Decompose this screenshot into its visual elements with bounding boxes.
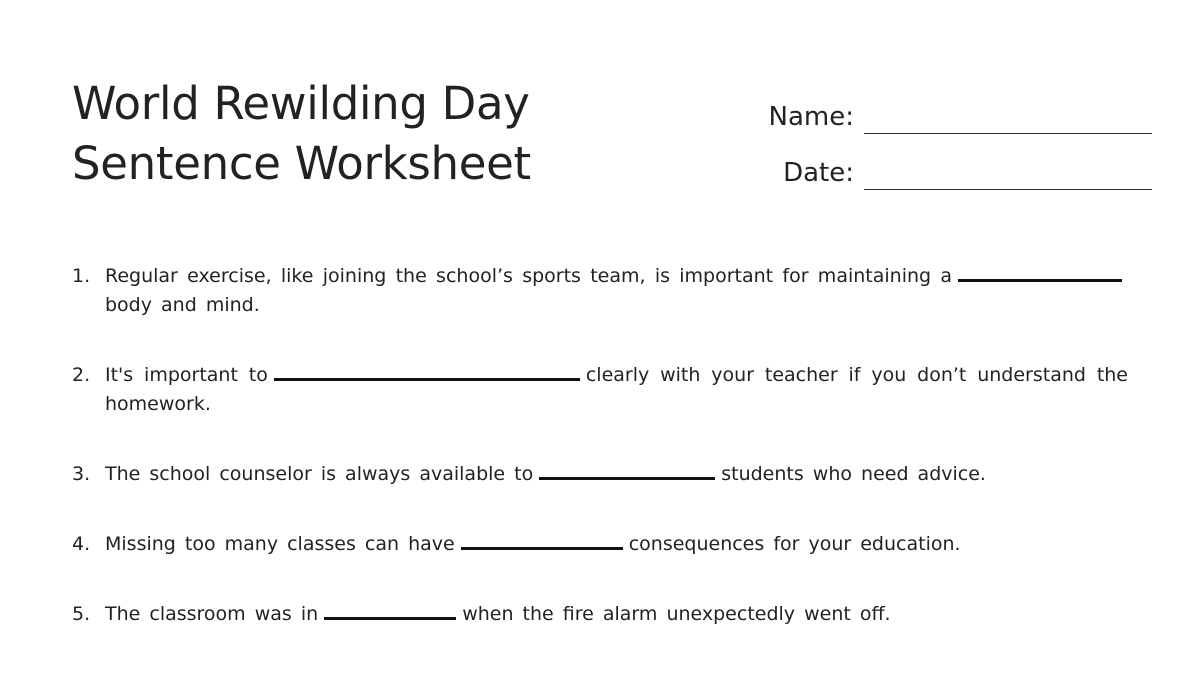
question-number: 4. (72, 533, 91, 555)
question-item (72, 530, 1128, 559)
question-text (105, 460, 1128, 489)
question-text-after: clearly with your teacher if you don’t understand the homework. (105, 364, 1128, 415)
question-text-after: body and mind. (105, 294, 260, 316)
answer-blank[interactable] (324, 603, 456, 620)
question-text-before: The classroom was in (105, 603, 319, 625)
date-row (769, 134, 1152, 190)
question-item (72, 600, 1128, 629)
title-line-2: Sentence Worksheet (72, 137, 531, 190)
question-number: 2. (72, 364, 91, 386)
name-label: Name: (768, 102, 854, 132)
question-number: 1. (72, 265, 91, 287)
question-text (105, 600, 1128, 629)
date-field[interactable] (864, 149, 1152, 190)
title-line-1: World Rewilding Day (72, 77, 530, 130)
question-text-before: Missing too many classes can have (105, 533, 455, 555)
question-item (72, 460, 1128, 489)
question-text-after: students who need advice. (721, 463, 986, 485)
name-row (769, 78, 1152, 134)
question-item (72, 262, 1128, 320)
question-text-after: consequences for your education. (628, 533, 961, 555)
name-field[interactable] (864, 93, 1152, 134)
answer-blank[interactable] (539, 463, 715, 480)
question-text (105, 262, 1128, 320)
question-number: 3. (72, 463, 91, 485)
question-text (105, 530, 1128, 559)
question-list (72, 262, 1128, 670)
question-text-before: Regular exercise, like joining the school’s sports team, is important for maintaining a (105, 265, 952, 287)
question-number: 5. (72, 603, 91, 625)
question-text-before: The school counselor is always available to (105, 463, 534, 485)
question-text-after: when the fire alarm unexpectedly went off. (462, 603, 891, 625)
question-text-before: It's important to (105, 364, 268, 386)
student-info (769, 78, 1152, 190)
date-label: Date: (783, 158, 854, 188)
question-item (72, 361, 1128, 419)
answer-blank[interactable] (274, 364, 580, 381)
question-text (105, 361, 1128, 419)
answer-blank[interactable] (958, 265, 1122, 282)
answer-blank[interactable] (461, 533, 623, 550)
worksheet-title (72, 74, 531, 194)
